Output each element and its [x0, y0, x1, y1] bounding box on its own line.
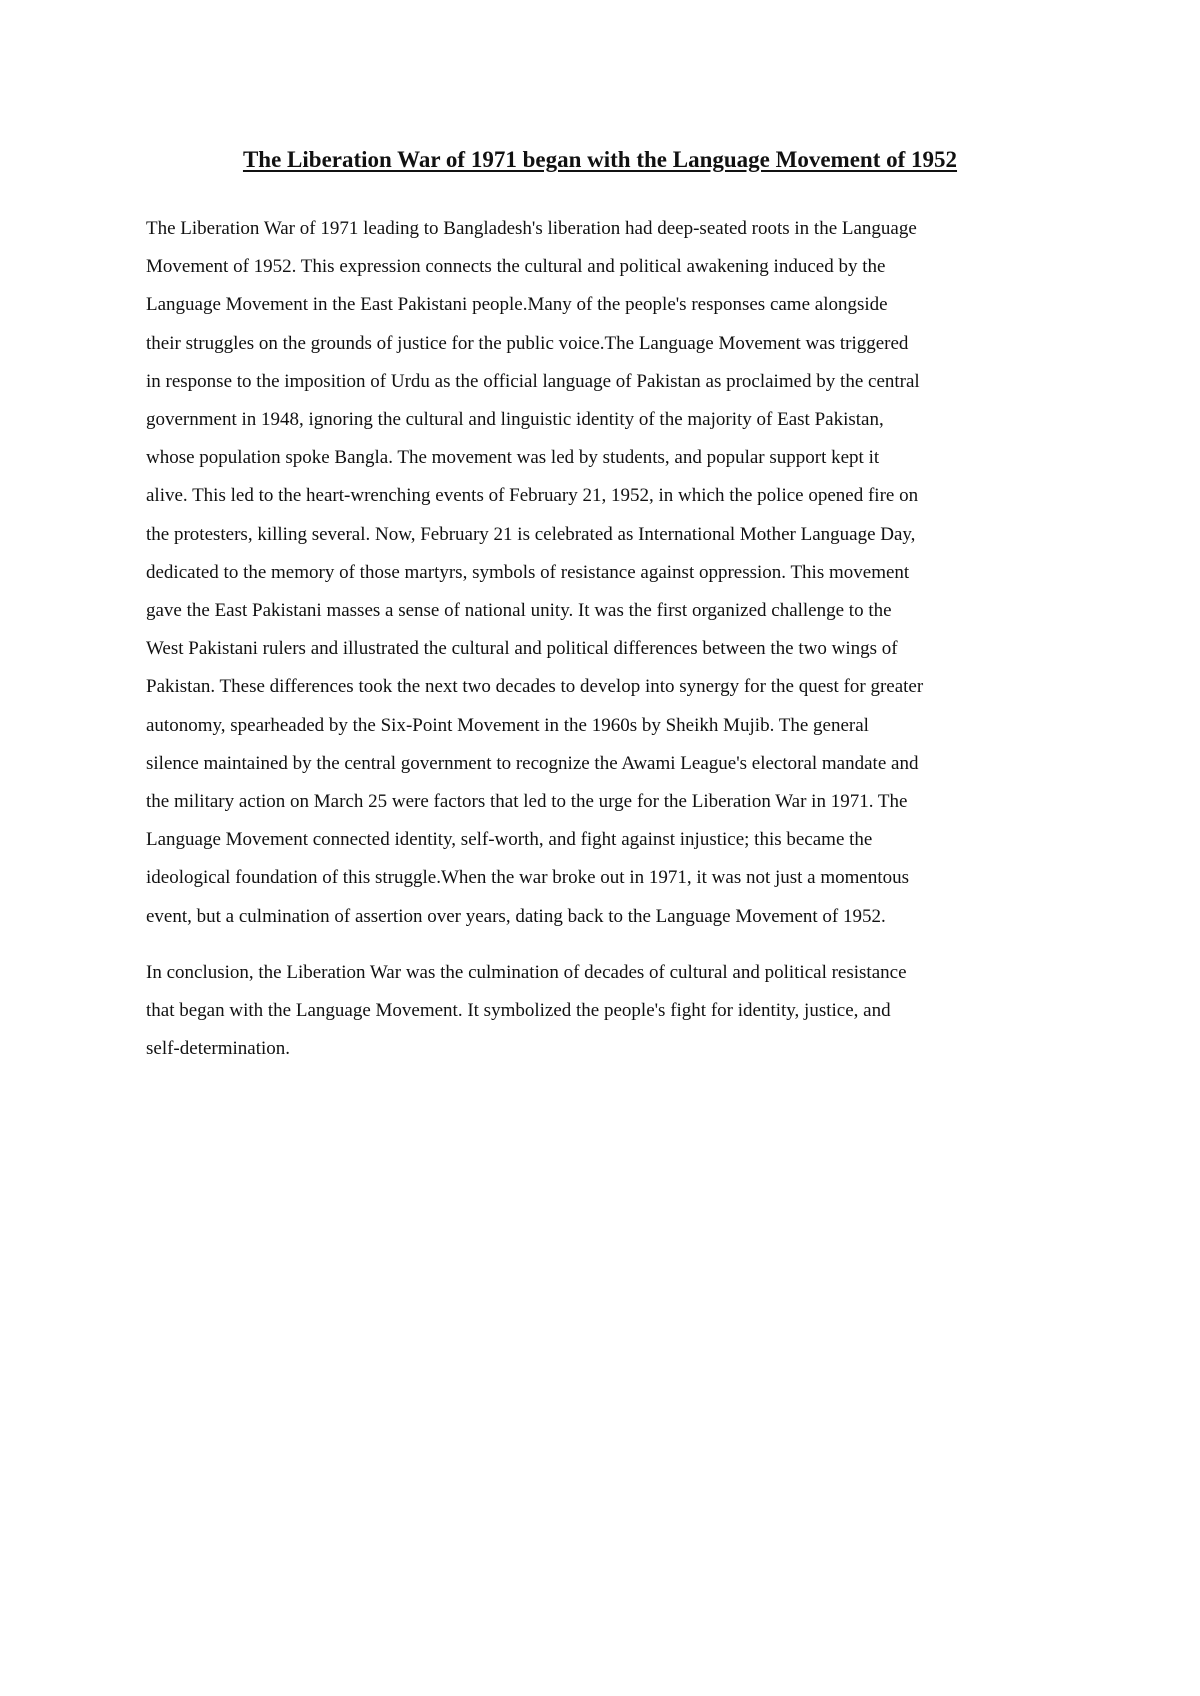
text-line: Language Movement in the East Pakistani people.Many of the people's responses came alongside — [146, 294, 888, 316]
paragraph-2 — [146, 954, 1066, 1069]
text-line: that began with the Language Movement. It symbolized the people's fight for identity, justice, and — [146, 1000, 891, 1022]
document-title: The Liberation War of 1971 began with the Language Movement of 1952 — [242, 147, 958, 172]
text-line: The Liberation War of 1971 leading to Bangladesh's liberation had deep-seated roots in the Language — [146, 218, 917, 239]
text-line: alive. This led to the heart-wrenching events of February 21, 1952, in which the police opened fire on — [146, 485, 919, 507]
text-line: the military action on March 25 were factors that led to the urge for the Liberation War in 1971. The — [146, 791, 908, 813]
text-line: the protesters, killing several. Now, February 21 is celebrated as International Mother Language Day, — [146, 523, 916, 545]
text-line: self-determination. — [146, 1038, 291, 1060]
text-line: autonomy, spearheaded by the Six-Point Movement in the 1960s by Sheikh Mujib. The general — [146, 714, 869, 736]
text-line: gave the East Pakistani masses a sense of national unity. It was the first organized challenge to the — [146, 600, 892, 622]
text-line: event, but a culmination of assertion over years, dating back to the Language Movement of 1952. — [146, 905, 886, 927]
text-line: whose population spoke Bangla. The movement was led by students, and popular support kept it — [146, 447, 880, 469]
text-line: Movement of 1952. This expression connects the cultural and political awakening induced by the — [146, 256, 886, 278]
text-line: ideological foundation of this struggle.When the war broke out in 1971, it was not just a momentous — [146, 867, 910, 889]
text-line: In conclusion, the Liberation War was the culmination of decades of cultural and political resistance — [146, 961, 907, 983]
text-line: government in 1948, ignoring the cultural and linguistic identity of the majority of East Pakistan, — [146, 409, 884, 431]
text-line: in response to the imposition of Urdu as the official language of Pakistan as proclaimed by the central — [146, 370, 920, 392]
text-line: dedicated to the memory of those martyrs, symbols of resistance against oppression. This movement — [146, 561, 910, 583]
text-line: their struggles on the grounds of justice for the public voice.The Language Movement was triggered — [146, 332, 909, 354]
document-body — [146, 210, 1066, 1086]
text-line: Pakistan. These differences took the next two decades to develop into synergy for the quest for greater — [146, 676, 924, 698]
text-line: silence maintained by the central government to recognize the Awami League's electoral mandate and — [146, 752, 919, 774]
text-line: Language Movement connected identity, self-worth, and fight against injustice; this became the — [146, 829, 873, 851]
paragraph-1 — [146, 210, 1066, 936]
text-line: West Pakistani rulers and illustrated the cultural and political differences between the two wings of — [146, 638, 898, 660]
